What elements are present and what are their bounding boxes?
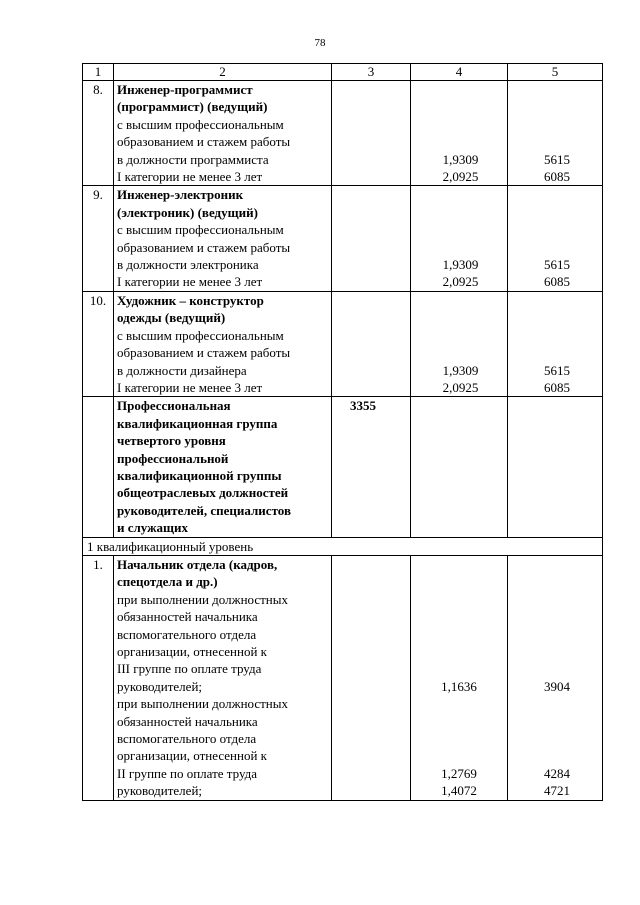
position-title: спецотдела и др.) [117,574,218,590]
row-number: 1. [83,555,114,800]
coefficient-cell [411,291,508,396]
coefficient-cell [411,81,508,186]
salary-table [82,63,603,801]
coefficient: 1,9309 [442,151,479,167]
position-desc: при выполнении должностных [117,696,288,712]
empty-cell [83,397,114,537]
group-title: общеотраслевых должностей [117,485,289,501]
position-desc: I категории не менее 3 лет [117,169,263,185]
coefficient-cell [411,555,508,800]
row-number: 9. [83,186,114,291]
position-title: Инженер-электроник [117,187,244,203]
table-row [83,81,603,186]
table-row [83,555,603,800]
coefficient: 2,0925 [442,274,479,290]
salary: 5615 [544,257,570,273]
position-desc: образованием и стажем работы [117,134,291,150]
salary-cell [508,291,603,396]
group-title: четвертого уровня [117,433,226,449]
position-desc: с высшим профессиональным [117,116,284,132]
salary: 6085 [544,379,570,395]
position-desc: с высшим профессиональным [117,327,284,343]
salary: 3904 [544,678,570,694]
position-cell [114,186,332,291]
position-desc: образованием и стажем работы [117,239,291,255]
position-cell [114,555,332,800]
position-desc: II группе по оплате труда [117,765,258,781]
salary: 5615 [544,151,570,167]
level-row [83,537,603,555]
position-title: Художник – конструктор [117,292,264,308]
position-desc: I категории не менее 3 лет [117,379,263,395]
table-row [83,186,603,291]
position-desc: организации, отнесенной к [117,748,267,764]
empty-cell [411,397,508,537]
position-desc: в должности дизайнера [117,362,247,378]
header-cell: 2 [114,64,332,81]
group-title: и служащих [117,520,189,536]
coefficient: 1,2769 [441,765,477,781]
base-salary-cell [332,291,411,396]
coefficient: 2,0925 [442,379,479,395]
position-desc: организации, отнесенной к [117,644,267,659]
header-cell: 5 [508,64,603,81]
salary-cell [508,81,603,186]
group-title: Профессиональная [117,398,231,414]
group-row [83,397,603,537]
position-cell [114,291,332,396]
group-title: квалификационная группа [117,415,278,431]
position-desc: I категории не менее 3 лет [117,274,263,290]
base-salary-cell [332,555,411,800]
group-title: профессиональной [117,450,229,466]
position-desc: руководителей; [117,783,203,799]
position-desc: обязанностей начальника [117,713,258,729]
position-desc: образованием и стажем работы [117,345,291,361]
position-desc: руководителей; [117,678,203,694]
position-title: (программист) (ведущий) [117,99,268,115]
empty-cell [508,397,603,537]
coefficient: 1,4072 [441,783,477,799]
header-cell: 4 [411,64,508,81]
position-title: Начальник отдела (кадров, [117,556,278,572]
salary: 4721 [544,783,570,799]
position-desc: III группе по оплате труда [117,661,262,677]
position-desc: в должности электроника [117,257,259,273]
coefficient: 1,9309 [442,362,479,378]
salary-cell [508,555,603,800]
table-header-row [83,64,603,81]
row-number: 8. [83,81,114,186]
position-cell [114,81,332,186]
group-base-salary: 3355 [332,397,411,537]
page-number: 78 [314,37,326,49]
header-cell: 3 [332,64,411,81]
header-cell: 1 [83,64,114,81]
position-title: (электроник) (ведущий) [117,204,258,220]
position-desc: при выполнении должностных [117,591,288,607]
salary-cell [508,186,603,291]
level-label: 1 квалификационный уровень [83,537,603,555]
position-title: Инженер-программист [117,82,253,97]
base-salary-cell [332,186,411,291]
group-title: квалификационной группы [117,467,282,483]
salary: 4284 [544,765,570,781]
position-desc: вспомогательного отдела [117,731,257,747]
salary: 5615 [544,362,570,378]
position-title: одежды (ведущий) [117,310,226,326]
coefficient: 2,0925 [442,169,479,185]
position-desc: вспомогательного отдела [117,626,257,642]
position-desc: в должности программиста [117,151,269,167]
coefficient-cell [411,186,508,291]
group-title: руководителей, специалистов [117,502,291,518]
group-title-cell [114,397,332,537]
salary: 6085 [544,169,570,185]
table-row [83,291,603,396]
base-salary-cell [332,81,411,186]
position-desc: с высшим профессиональным [117,222,284,238]
row-number: 10. [83,291,114,396]
coefficient: 1,1636 [441,678,477,694]
salary: 6085 [544,274,570,290]
position-desc: обязанностей начальника [117,609,258,625]
coefficient: 1,9309 [442,257,479,273]
